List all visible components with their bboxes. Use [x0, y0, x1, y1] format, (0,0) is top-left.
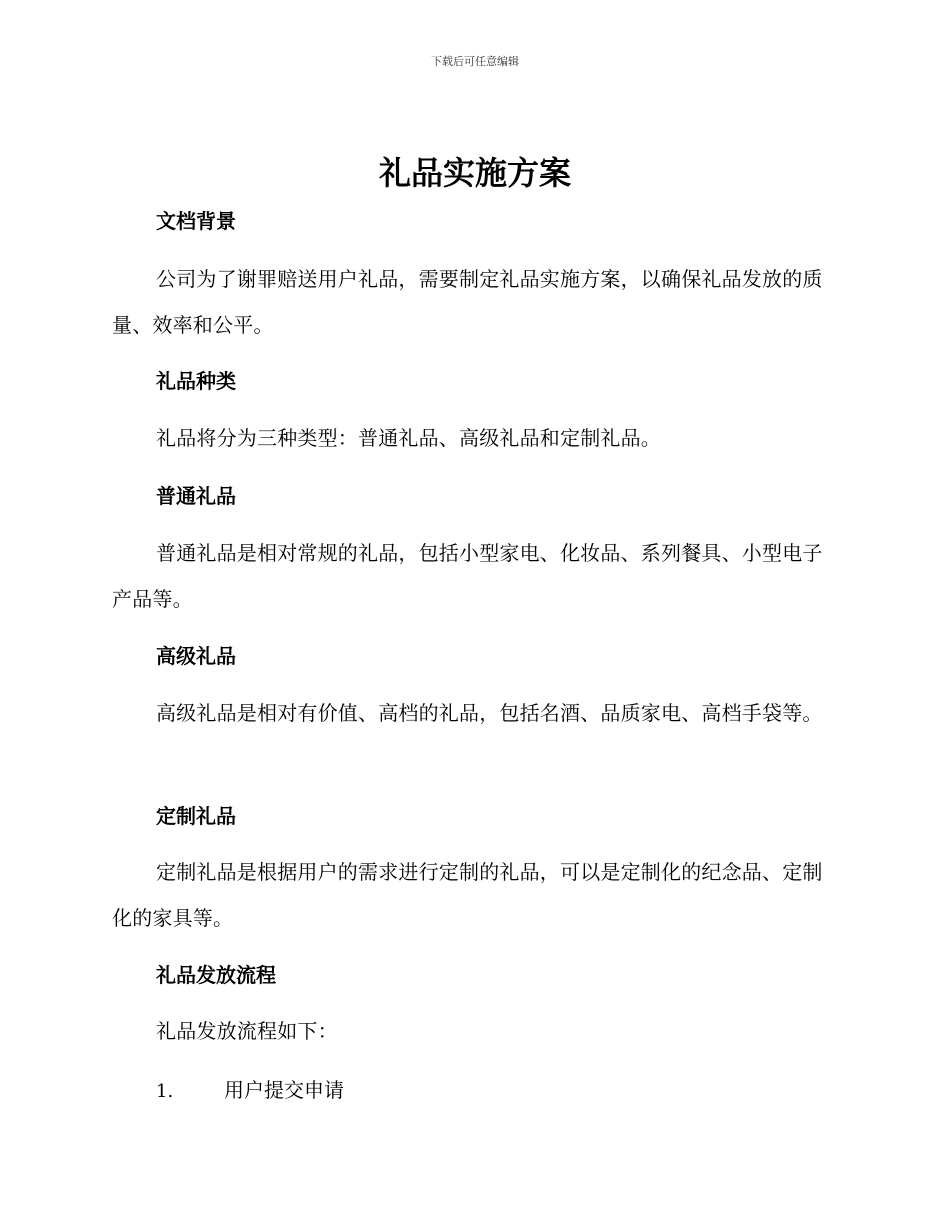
section-heading-types: 礼品种类 — [156, 369, 236, 393]
document-title: 礼品实施方案 — [378, 154, 571, 192]
section-text-types: 礼品将分为三种类型：普通礼品、高级礼品和定制礼品。 — [156, 426, 661, 450]
section-text-process: 礼品发放流程如下： — [156, 1019, 338, 1043]
section-heading-process: 礼品发放流程 — [156, 963, 276, 987]
section-text-premium: 高级礼品是相对有价值、高档的礼品，包括名酒、品质家电、高档手袋等。 — [156, 701, 823, 725]
list-item — [156, 1076, 344, 1106]
section-heading-premium: 高级礼品 — [156, 644, 236, 668]
section-heading-custom: 定制礼品 — [156, 804, 236, 828]
section-heading-background: 文档背景 — [156, 209, 236, 233]
section-heading-regular: 普通礼品 — [156, 484, 236, 508]
section-text-custom: 定制礼品是根据用户的需求进行定制的礼品，可以是定制化的纪念品、定制化的家具等。 — [112, 860, 823, 930]
section-text-regular: 普通礼品是相对常规的礼品，包括小型家电、化妆品、系列餐具、小型电子产品等。 — [112, 541, 823, 611]
list-item-label: 用户提交申请 — [224, 1078, 344, 1102]
list-item-number: 1. — [156, 1081, 174, 1102]
header-note: 下载后可任意编辑 — [431, 55, 519, 68]
section-text-background: 公司为了谢罪赔送用户礼品，需要制定礼品实施方案，以确保礼品发放的质量、效率和公平。 — [112, 267, 823, 337]
